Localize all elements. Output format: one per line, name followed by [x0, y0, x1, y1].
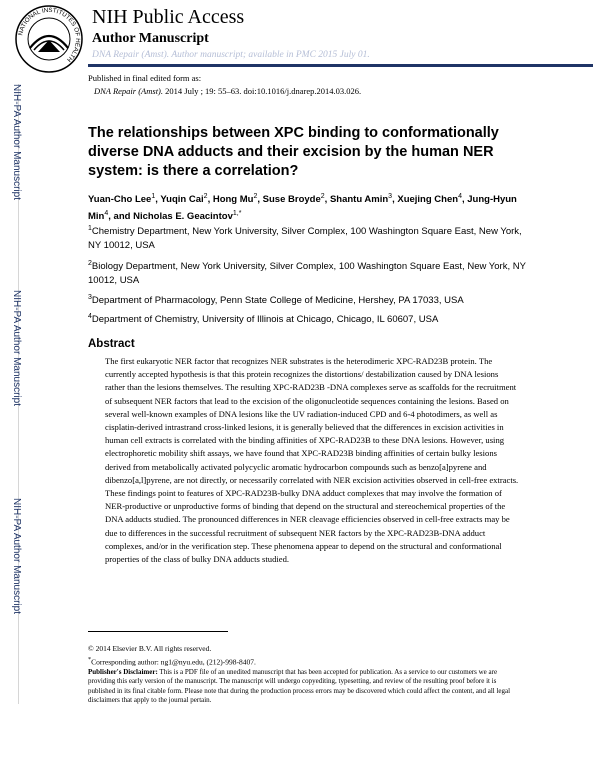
author-name: Yuqin Cai — [160, 194, 204, 206]
affiliation — [88, 291, 528, 308]
affiliation-marker: 1 — [88, 225, 92, 232]
affiliation-marker: 4 — [88, 313, 92, 320]
header-rule — [88, 64, 593, 67]
seal-text: NATIONAL INSTITUTES OF HEALTH — [17, 6, 82, 64]
affiliation-text: Department of Chemistry, University of Illinois at Chicago, Chicago, IL 60607, USA — [91, 314, 439, 326]
abstract-heading: Abstract — [88, 338, 135, 350]
sidebar-label-bottom: NIH-PA Author Manuscript — [11, 498, 22, 614]
affiliation-text: Biology Department, New York University, Silver Complex, 100 Washington Square East, New York, NY 10012, USA — [88, 261, 526, 286]
published-note-line: Published in final edited form as: — [88, 73, 202, 83]
author-manuscript-subtitle: Author Manuscript — [92, 31, 209, 46]
pmc-availability-note: DNA Repair (Amst). Author manuscript; available in PMC 2015 July 01. — [92, 50, 370, 60]
author-affil-marker: 2 — [203, 193, 208, 200]
copyright-notice: © 2014 Elsevier B.V. All rights reserved. — [88, 644, 212, 653]
corresponding-marker: * — [88, 656, 92, 663]
journal-details: 2014 July ; 19: 55–63. doi:10.1016/j.dnarep.2014.03.026. — [163, 86, 362, 96]
author-affil-marker: 3 — [388, 193, 393, 200]
author-affil-marker: 2 — [253, 193, 258, 200]
author-name: Yuan-Cho Lee — [88, 194, 152, 206]
author-name: Nicholas E. Geacintov — [133, 210, 233, 222]
nih-public-access-title: NIH Public Access — [92, 6, 245, 28]
author-affil-marker: 2 — [320, 193, 325, 200]
author-name: Xuejing Chen — [397, 194, 459, 206]
author-affil-marker: 1 — [151, 193, 156, 200]
affiliation-text: Chemistry Department, New York University, Silver Complex, 100 Washington Square East, New York, NY 10012, USA — [88, 226, 522, 251]
affiliation-text: Department of Pharmacology, Penn State College of Medicine, Hershey, PA 17033, USA — [91, 295, 464, 307]
affiliation-marker: 3 — [88, 294, 92, 301]
author-list: Yuan-Cho Lee$^1$, Yuqin Cai$^2$, Hong Mu$^2$, Suse Broyde$^2$, Shantu Amin$^3$, Xuejing Chen$^4$, Jung-Hyun Min$^4$, and Nicholas E. Geacintov$^{1,*}$ — [88, 193, 517, 222]
publisher-disclaimer — [88, 668, 518, 706]
author-name: Jung-Hyun Min — [88, 194, 517, 222]
sidebar-label-top: NIH-PA Author Manuscript — [11, 84, 22, 200]
sidebar-label-middle: NIH-PA Author Manuscript — [11, 290, 22, 406]
nih-seal-logo — [14, 4, 84, 74]
footnote-rule — [88, 631, 228, 632]
abstract-body: The first eukaryotic NER factor that recognizes NER substrates is the heterodimeric XPC-RAD23B protein. The currently accepted hypothesis is that this protein recognizes the distortions/ destabilization caused by DNA lesions rather than the lesions themselves. The resulting XPC-RAD23B -DNA complexes serve as scaffolds for the recruitment of subsequent NER factors that lead to the excision of the oligonucleotide sequences containing the lesions. Based on several well-known examples of DNA lesions like the UV radiation-induced CPD and 6-4 photodimers, as well as cisplatin-derived intrastrand cross-linked lesions, it is generally believed that the differences in excision activities in human cell extracts is correlated with the binding affinities of XPC-RAD23B to these DNA lesions. However, using electrophoretic mobility shift assays, we have found that XPC-RAD23B binding affinities of certain bulky lesions derived from metabolically activated polycyclic aromatic hydrocarbon compounds such as benzo[a]pyrene and dibenzo[a,l]pyrene, are not directly, or necessarily correlated with NER excision activities observed in cell-free extracts. These findings point to features of XPC-RAD23B-bulky DNA adduct complexes that may involve the formation of NER-productive or unproductive forms of binding that depend on the structural and stereochemical properties of the DNA adducts studied. The pronounced differences in NER cleavage efficiencies observed in cell-free extracts may be due to differences in the successful recruitment of subsequent NER factors by the XPC-RAD23B-DNA adduct complexes, and/or in the verification step. These phenomena appear to depend on the structural and conformational properties of the class of bulky DNA adducts studied. — [105, 356, 519, 565]
affiliation — [88, 257, 528, 287]
disclaimer-label: Publisher's Disclaimer: — [88, 668, 158, 676]
author-name: Suse Broyde — [262, 194, 321, 206]
article-title: The relationships between XPC binding to conformationally diverse DNA adducts and their excision by the human NER system: is there a correlation? — [88, 125, 499, 179]
affiliation-marker: 2 — [88, 260, 92, 267]
corresponding-author — [88, 656, 256, 667]
author-name: Shantu Amin — [329, 194, 389, 206]
author-affil-marker: 4 — [458, 193, 462, 200]
disclaimer-text: This is a PDF file of an unedited manuscript that has been accepted for publication. As a service to our customers we are providing this early version of the manuscript. The manuscript will undergo copyediting, typesetting, and review of the resulting proof before it is published in its final citable form. Please note that during the production process errors may be discovered which could affect the content, and all legal disclaimers that apply to the journal pertain. — [88, 668, 511, 705]
corresponding-text: Corresponding author: ng1@nyu.edu, (212)-998-8407. — [91, 657, 256, 667]
author-affil-marker: 4 — [104, 209, 109, 217]
journal-name: DNA Repair (Amst). — [94, 86, 164, 96]
author-name: Hong Mu — [212, 194, 254, 206]
journal-citation — [94, 86, 361, 96]
author-affil-marker: 1,* — [232, 209, 242, 217]
affiliation — [88, 222, 528, 252]
affiliation — [88, 310, 528, 327]
